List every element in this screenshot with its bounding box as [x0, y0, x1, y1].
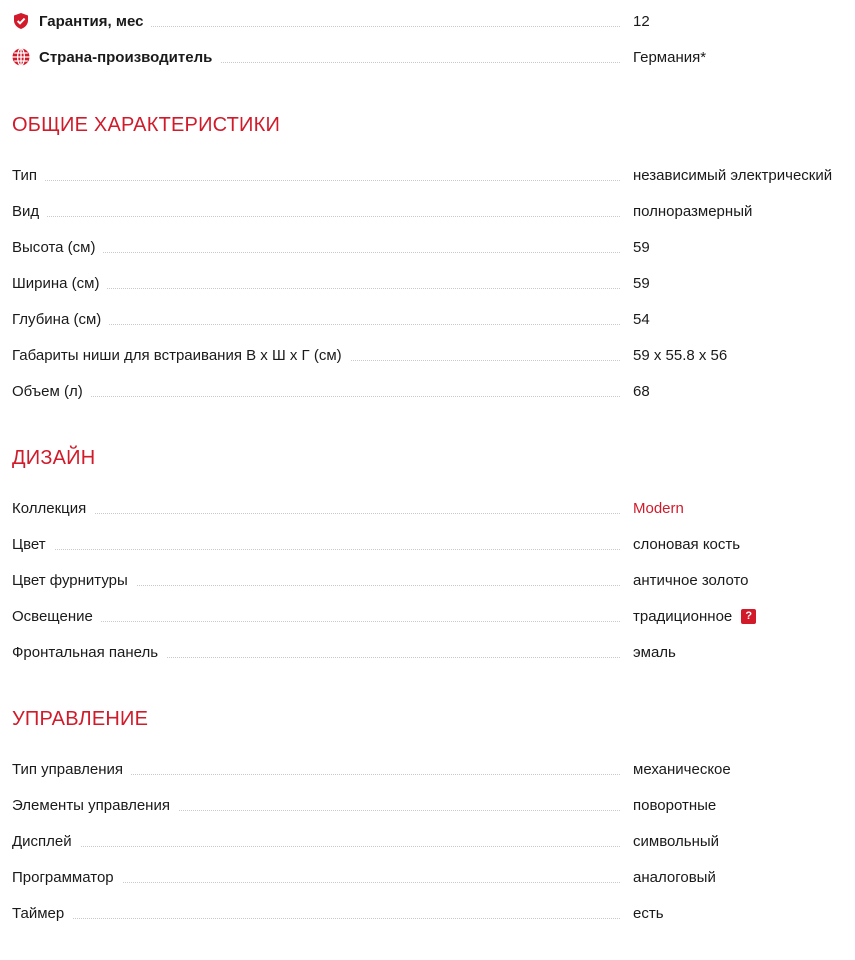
- spec-row: [12, 496, 855, 520]
- dotted-leader: [12, 513, 620, 514]
- spec-row: [12, 532, 855, 556]
- spec-row: [12, 640, 855, 664]
- spec-label: Программатор: [12, 865, 122, 889]
- spec-value: полноразмерный: [633, 202, 753, 220]
- spec-value: 59: [633, 238, 650, 256]
- spec-label: Габариты ниши для встраивания В х Ш х Г (см): [12, 343, 350, 367]
- globe-icon: [12, 48, 30, 66]
- spec-label: Тип управления: [12, 757, 131, 781]
- spec-label: Высота (см): [12, 235, 103, 259]
- spec-value: символьный: [633, 832, 720, 850]
- spec-label: Коллекция: [12, 496, 94, 520]
- spec-value: [633, 496, 684, 520]
- spec-value: 54: [633, 310, 650, 328]
- spec-value: античное золото: [633, 571, 749, 589]
- spec-row: [12, 793, 855, 817]
- dotted-leader: [12, 918, 620, 919]
- spec-label: Тип: [12, 163, 45, 187]
- spec-row-warranty: [12, 9, 855, 33]
- spec-label: Глубина (см): [12, 307, 109, 331]
- spec-row: [12, 271, 855, 295]
- spec-row: [12, 163, 855, 187]
- spec-row: [12, 235, 855, 259]
- spec-label: Элементы управления: [12, 793, 178, 817]
- spec-row: [12, 568, 855, 592]
- spec-value: эмаль: [633, 643, 676, 661]
- dotted-leader: [12, 621, 620, 622]
- dotted-leader: [12, 846, 620, 847]
- spec-label: Вид: [12, 199, 47, 223]
- spec-value: Германия*: [633, 48, 707, 66]
- spec-row: [12, 379, 855, 403]
- spec-row-country: [12, 45, 855, 69]
- spec-label: Дисплей: [12, 829, 80, 853]
- spec-name: [12, 45, 220, 69]
- spec-value: независимый электрический: [633, 166, 833, 184]
- spec-value: 12: [633, 12, 650, 30]
- spec-row: [12, 865, 855, 889]
- spec-row: [12, 307, 855, 331]
- spec-value: механическое: [633, 760, 731, 778]
- spec-label: Страна-производитель: [39, 48, 213, 66]
- dotted-leader: [12, 216, 620, 217]
- spec-row: [12, 604, 855, 628]
- spec-label: Ширина (см): [12, 271, 107, 295]
- spec-value: слоновая кость: [633, 535, 741, 553]
- spec-row: [12, 757, 855, 781]
- spec-row: [12, 829, 855, 853]
- spec-value: 59: [633, 274, 650, 292]
- shield-check-icon: [12, 12, 30, 30]
- spec-label: Объем (л): [12, 379, 91, 403]
- section-title-design: ДИЗАЙН: [12, 447, 96, 469]
- spec-name: [12, 9, 151, 33]
- dotted-leader: [12, 549, 620, 550]
- spec-value: поворотные: [633, 796, 717, 814]
- spec-label: Цвет: [12, 532, 54, 556]
- spec-row: [12, 343, 855, 367]
- section-title-control: УПРАВЛЕНИЕ: [12, 708, 149, 730]
- spec-value: есть: [633, 904, 664, 922]
- spec-value: 68: [633, 382, 650, 400]
- help-icon[interactable]: ?: [741, 609, 756, 624]
- collection-link[interactable]: Modern: [633, 499, 684, 517]
- spec-label: Цвет фурнитуры: [12, 568, 136, 592]
- section-title-general: ОБЩИЕ ХАРАКТЕРИСТИКИ: [12, 114, 281, 136]
- spec-label: Фронтальная панель: [12, 640, 166, 664]
- dotted-leader: [12, 180, 620, 181]
- dotted-leader: [12, 396, 620, 397]
- spec-value-text: традиционное: [633, 607, 733, 625]
- spec-label: Таймер: [12, 901, 72, 925]
- spec-label: Освещение: [12, 604, 101, 628]
- spec-row: [12, 199, 855, 223]
- spec-label: Гарантия, мес: [39, 12, 144, 30]
- spec-row: [12, 901, 855, 925]
- spec-value: 59 x 55.8 x 56: [633, 346, 728, 364]
- spec-value: аналоговый: [633, 868, 716, 886]
- spec-value: [633, 604, 756, 628]
